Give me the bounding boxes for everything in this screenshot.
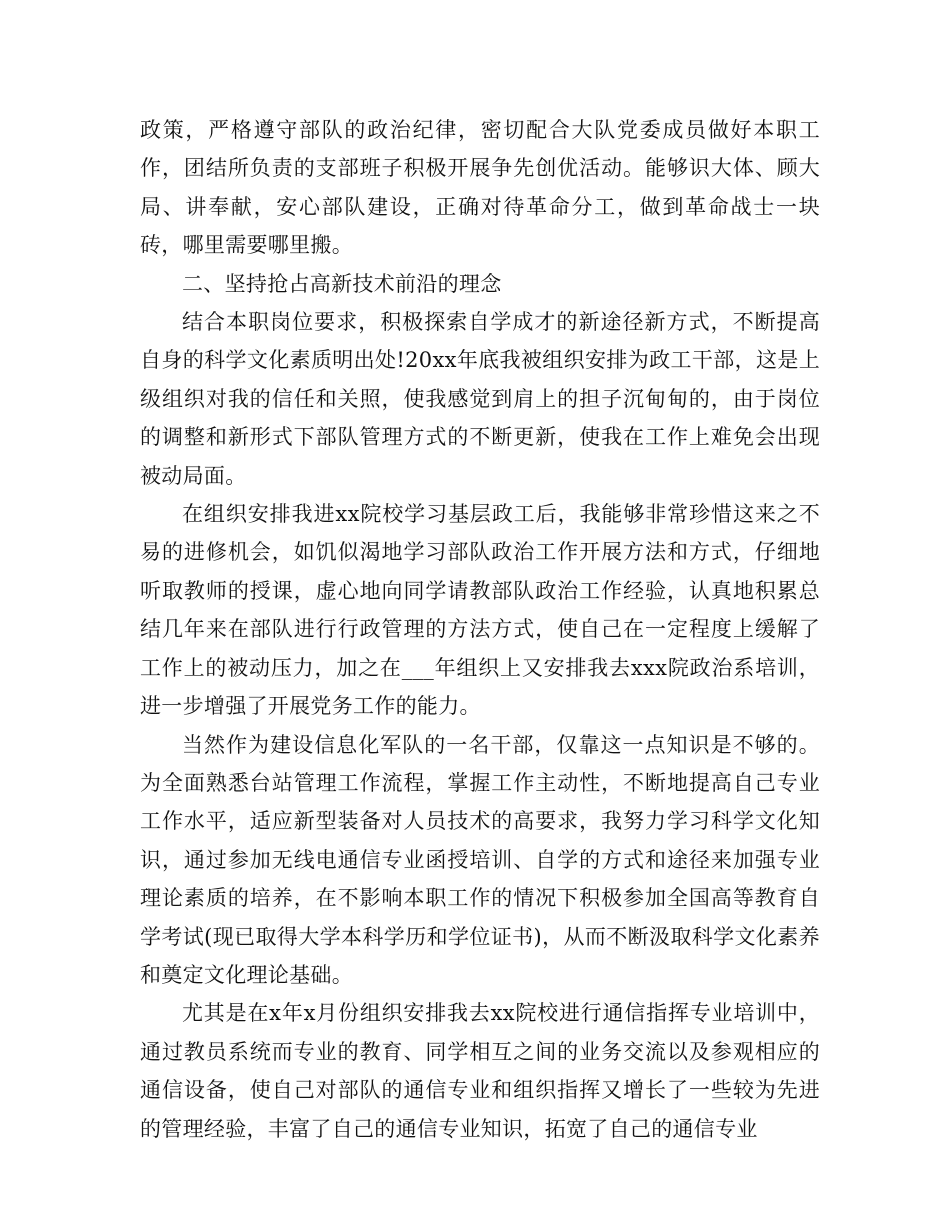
- paragraph-self-study: 结合本职岗位要求，积极探索自学成才的新途径新方式，不断提高自身的科学文化素质明出处!20xx年底我被组织安排为政工干部，这是上级组织对我的信任和关照，使我感觉到肩上的担子沉甸甸的，由于岗位的调整和新形式下部队管理方式的不断更新，使我在工作上难免会出现被动局面。: [140, 310, 820, 488]
- paragraph-knowledge-improvement: 当然作为建设信息化军队的一名干部，仅靠这一点知识是不够的。为全面熟悉台站管理工作流程，掌握工作主动性，不断地提高自己专业工作水平，适应新型装备对人员技术的高要求，我努力学习科学文化知识，通过参加无线电通信专业函授培训、自学的方式和途径来加强专业理论素质的培养，在不影响本职工作的情况下积极参加全国高等教育自学考试(现已取得大学本科学历和学位证书)，从而不断汲取科学文化素养和奠定文化理论基础。: [140, 732, 820, 987]
- paragraph-academy-training: 在组织安排我进xx院校学习基层政工后，我能够非常珍惜这来之不易的进修机会，如饥似渴地学习部队政治工作开展方法和方式，仔细地听取教师的授课，虚心地向同学请教部队政治工作经验，认真地积累总结几年来在部队进行行政管理的方法方式，使自己在一定程度上缓解了工作上的被动压力，加之在___年组织上又安排我去xxx院政治系培训，进一步增强了开展党务工作的能力。: [140, 502, 820, 719]
- paragraph-communication-training: 尤其是在x年x月份组织安排我去xx院校进行通信指挥专业培训中，通过教员系统而专业的教育、同学相互之间的业务交流以及参观相应的通信设备，使自己对部队的通信专业和组织指挥又增长了一些较为先进的管理经验，丰富了自己的通信专业知识，拓宽了自己的通信专业: [140, 1001, 820, 1141]
- section-heading-2: 二、坚持抢占高新技术前沿的理念: [182, 271, 502, 296]
- paragraph-policy-discipline: 政策，严格遵守部队的政治纪律，密切配合大队党委成员做好本职工作，团结所负责的支部班子积极开展争先创优活动。能够识大体、顾大局、讲奉献，安心部队建设，正确对待革命分工，做到革命战士一块砖，哪里需要哪里搬。: [140, 118, 820, 258]
- document-body: [140, 111, 820, 1148]
